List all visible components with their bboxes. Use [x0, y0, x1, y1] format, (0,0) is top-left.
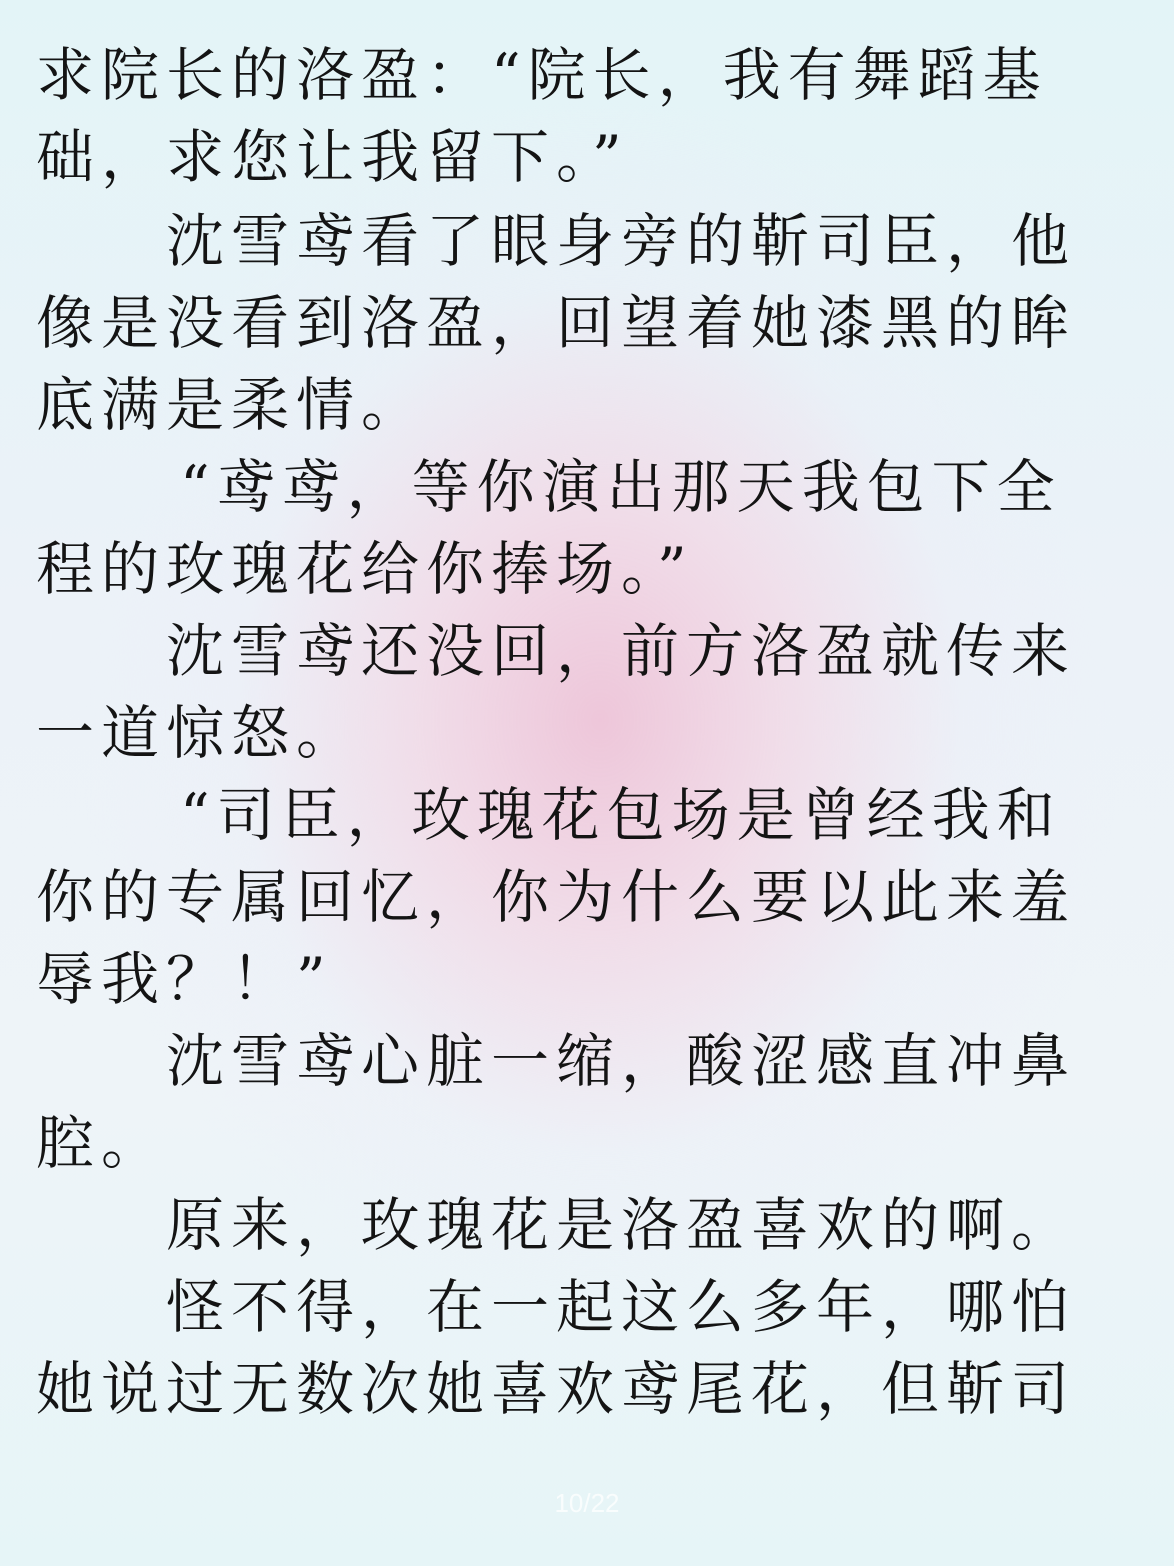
text-line: “司臣，玫瑰花包场是曾经我和	[180, 781, 1062, 849]
text-line: 你的专属回忆，你为什么要以此来羞	[36, 863, 1077, 931]
text-line: 求院长的洛盈：“院长，我有舞蹈基	[36, 41, 1048, 109]
page-indicator: 10/22	[554, 1488, 620, 1518]
text-line: 沈雪鸢看了眼身旁的靳司臣，他	[166, 207, 1077, 275]
text-line: 辱我？！”	[36, 945, 333, 1013]
text-line: 沈雪鸢还没回，前方洛盈就传来	[166, 617, 1077, 685]
text-line: 础，求您让我留下。”	[36, 123, 629, 191]
text-line: 原来，玫瑰花是洛盈喜欢的啊。	[166, 1191, 1077, 1259]
text-line: “鸢鸢，等你演出那天我包下全	[180, 453, 1062, 521]
text-line: 底满是柔情。	[36, 371, 427, 439]
text-line: 沈雪鸢心脏一缩，酸涩感直冲鼻	[166, 1027, 1077, 1095]
text-line: 腔。	[36, 1109, 167, 1177]
text-line: 程的玫瑰花给你捧场。”	[36, 535, 694, 603]
text-line: 怪不得，在一起这么多年，哪怕	[166, 1273, 1077, 1341]
text-line: 她说过无数次她喜欢鸢尾花，但靳司	[36, 1355, 1077, 1423]
text-line: 一道惊怒。	[36, 699, 362, 767]
text-line: 像是没看到洛盈，回望着她漆黑的眸	[36, 289, 1077, 357]
